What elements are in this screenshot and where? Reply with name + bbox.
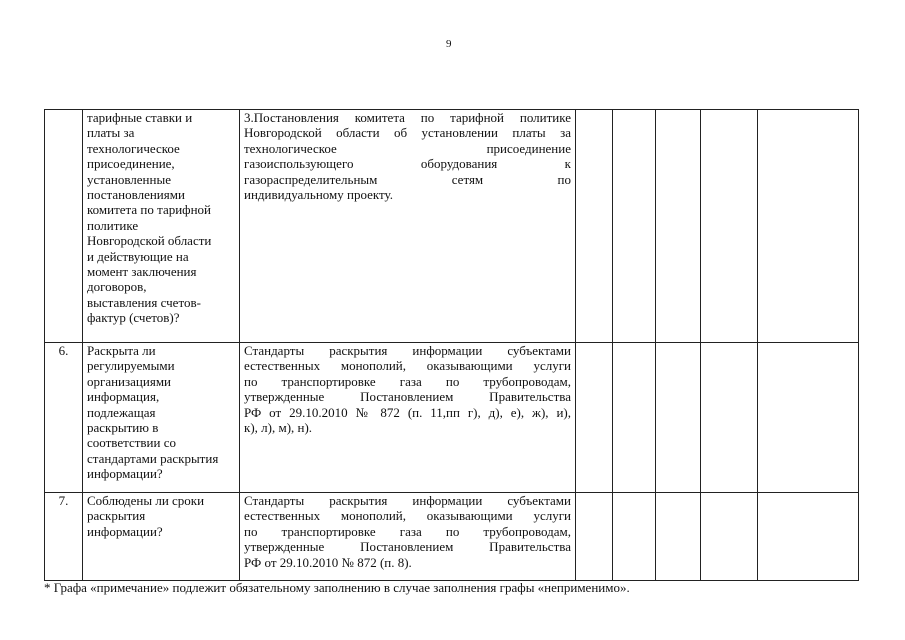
requisite-line: утвержденные Постановлением Правительства	[244, 389, 571, 405]
requisite-line: 3.Постановления комитета по тарифной политике	[244, 110, 571, 125]
question-line: регулируемыми	[87, 358, 175, 374]
question-line: соответствии со	[87, 435, 176, 451]
question-line: политике	[87, 217, 139, 233]
empty-cell	[576, 493, 613, 581]
question-cell	[83, 493, 240, 581]
empty-cell	[656, 343, 701, 493]
requisite-line: Новгородской области об установлении платы за	[244, 125, 571, 141]
empty-cell	[613, 343, 656, 493]
question-line: договоров,	[87, 279, 147, 295]
question-line: организациями	[87, 373, 171, 389]
row-number: 7.	[45, 493, 83, 581]
page-number: 9	[446, 38, 452, 50]
question-line: технологическое	[87, 140, 180, 156]
question-line: установленные	[87, 171, 171, 187]
requisite-line: индивидуальному проекту.	[244, 187, 393, 203]
empty-cell	[576, 110, 613, 343]
requisite-line: естественных монополий, оказывающими услуги	[244, 358, 571, 374]
question-cell	[83, 343, 240, 493]
empty-cell	[758, 110, 859, 343]
table-row	[45, 110, 859, 343]
question-line: фактур (счетов)?	[87, 310, 180, 326]
requisite-cell	[240, 110, 576, 343]
requisite-line: естественных монополий, оказывающими услуги	[244, 508, 571, 524]
requisite-line: Стандарты раскрытия информации субъектами	[244, 343, 571, 358]
question-line: момент заключения	[87, 264, 197, 280]
question-line: Раскрыта ли	[87, 343, 156, 358]
question-line: информации?	[87, 466, 163, 482]
requisite-line: утвержденные Постановлением Правительства	[244, 539, 571, 555]
question-line: и действующие на	[87, 248, 189, 264]
empty-cell	[613, 493, 656, 581]
question-line: выставления счетов-	[87, 294, 201, 310]
requisite-line: Стандарты раскрытия информации субъектами	[244, 493, 571, 508]
empty-cell	[576, 343, 613, 493]
row-number: 6.	[45, 343, 83, 493]
requisite-cell	[240, 343, 576, 493]
empty-cell	[613, 110, 656, 343]
requisite-line: по транспортировке газа по трубопроводам,	[244, 373, 571, 389]
checklist-table	[44, 109, 859, 581]
requisite-line: РФ от 29.10.2010 № 872 (п. 11,пп г), д), е), ж), и),	[244, 404, 571, 420]
question-line: тарифные ставки и	[87, 110, 193, 125]
empty-cell	[656, 110, 701, 343]
question-line: подлежащая	[87, 404, 156, 420]
empty-cell	[701, 343, 758, 493]
empty-cell	[758, 343, 859, 493]
question-line: Новгородской области	[87, 233, 212, 249]
question-line: раскрытия	[87, 508, 146, 524]
requisite-line: технологическое присоединение	[244, 140, 571, 156]
empty-cell	[758, 493, 859, 581]
empty-cell	[701, 110, 758, 343]
question-line: информация,	[87, 389, 160, 405]
question-line: присоединение,	[87, 156, 175, 172]
row-number	[45, 110, 83, 343]
question-line: информации?	[87, 523, 163, 539]
requisite-line: газоиспользующего оборудования к	[244, 156, 571, 172]
question-line: постановлениями	[87, 187, 185, 203]
question-line: раскрытию в	[87, 420, 159, 436]
empty-cell	[701, 493, 758, 581]
question-line: платы за	[87, 125, 135, 141]
table-row	[45, 343, 859, 493]
table-row	[45, 493, 859, 581]
requisite-line: по транспортировке газа по трубопроводам,	[244, 523, 571, 539]
footnote: * Графа «примечание» подлежит обязательному заполнению в случае заполнения графы «неприменимо».	[44, 580, 630, 595]
requisite-line: РФ от 29.10.2010 № 872 (п. 8).	[244, 554, 412, 570]
requisite-line: к), л), м), н).	[244, 420, 313, 436]
requisite-line: газораспределительным сетям по	[244, 171, 571, 187]
question-cell	[83, 110, 240, 343]
question-line: комитета по тарифной	[87, 202, 212, 218]
requisite-cell	[240, 493, 576, 581]
question-line: стандартами раскрытия	[87, 450, 219, 466]
question-line: Соблюдены ли сроки	[87, 493, 205, 508]
empty-cell	[656, 493, 701, 581]
